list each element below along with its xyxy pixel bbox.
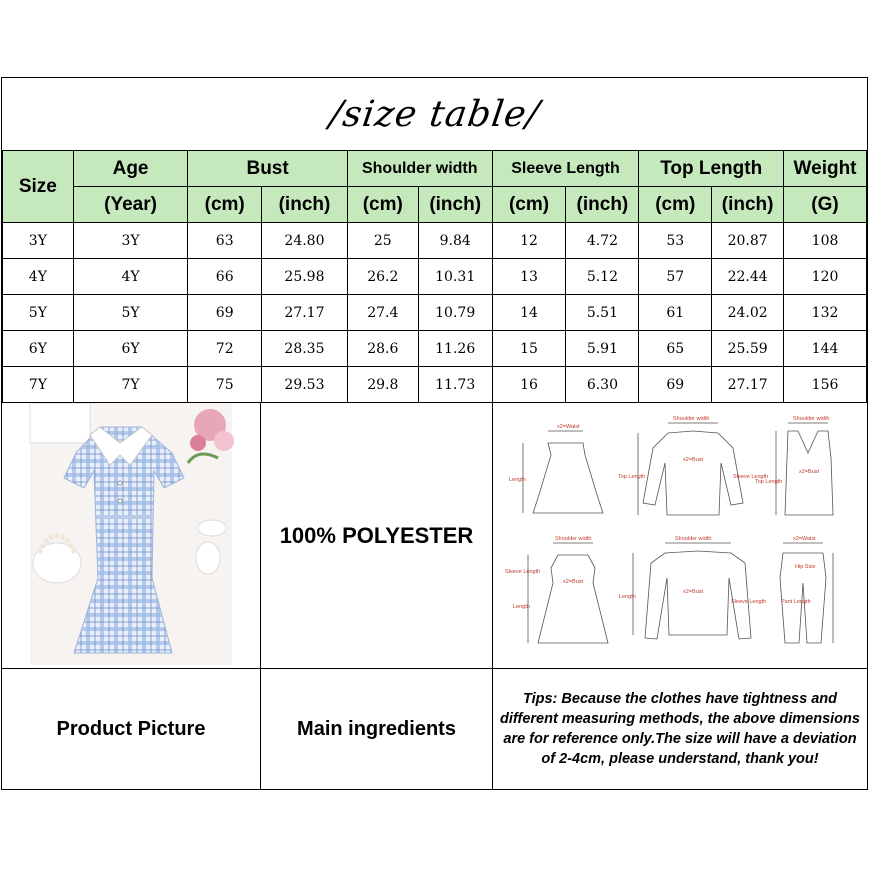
header-age: Age [73, 151, 188, 187]
cell-sleeve-inch: 5.51 [566, 295, 639, 331]
diagram-label-bust-sweater: x2=Bust [683, 589, 704, 595]
header-shoulder-width: Shoulder width [347, 151, 492, 187]
cell-top-inch: 22.44 [712, 259, 784, 295]
cell-shoulder-cm: 25 [347, 223, 418, 259]
diagram-label-bust-vest: x2=Bust [799, 469, 820, 475]
header-unit-inch: (inch) [262, 187, 348, 223]
diagram-label-top-length-vest: Top Length [755, 479, 783, 485]
cell-shoulder-inch: 9.84 [418, 223, 492, 259]
cell-shoulder-cm: 29.8 [347, 367, 418, 403]
header-weight: Weight [784, 151, 867, 187]
product-picture-label: Product Picture [56, 717, 206, 740]
diagram-label-waist-pants: x2=Waist [793, 536, 816, 542]
cell-top-inch: 24.02 [712, 295, 784, 331]
diagram-label-shoulder-vest: Shoulder width [793, 416, 830, 422]
table-row [3, 259, 867, 295]
cell-size: 6Y [3, 331, 74, 367]
product-photo [2, 403, 260, 668]
cell-age: 7Y [73, 367, 188, 403]
cell-sleeve-cm: 16 [492, 367, 566, 403]
diagram-label-bust-dress: x2=Bust [563, 579, 584, 585]
header-top-length: Top Length [639, 151, 784, 187]
main-ingredients-label: Main ingredients [297, 717, 456, 740]
header-bust: Bust [188, 151, 348, 187]
measurement-diagram-cell [493, 403, 867, 669]
cell-weight: 144 [784, 331, 867, 367]
table-row [3, 223, 867, 259]
header-unit-cm: (cm) [492, 187, 566, 223]
diagram-label-sleeve-jacket: Sleeve Length [733, 474, 769, 480]
cell-shoulder-inch: 10.31 [418, 259, 492, 295]
header-unit-inch: (inch) [712, 187, 784, 223]
cell-bust-cm: 63 [188, 223, 262, 259]
diagram-label-shoulder-jacket: Shoulder width [673, 416, 710, 422]
cell-sleeve-inch: 5.91 [566, 331, 639, 367]
measurement-diagram [493, 403, 865, 668]
header-unit-cm: (cm) [188, 187, 262, 223]
diagram-label-pant-length: Pant Length [781, 599, 811, 605]
size-table [2, 150, 867, 403]
diagram-label-hip-pants: Hip Size [795, 564, 816, 570]
cell-weight: 156 [784, 367, 867, 403]
cell-top-inch: 20.87 [712, 223, 784, 259]
cell-shoulder-cm: 26.2 [347, 259, 418, 295]
header-size: Size [3, 151, 74, 223]
header-unit-inch: (inch) [418, 187, 492, 223]
cell-shoulder-cm: 28.6 [347, 331, 418, 367]
cell-sleeve-cm: 14 [492, 295, 566, 331]
header-unit-cm: (cm) [639, 187, 712, 223]
cell-size: 4Y [3, 259, 74, 295]
main-ingredients-label-cell [261, 669, 493, 789]
size-table-body [3, 223, 867, 403]
size-chart-sheet [1, 77, 868, 790]
diagram-label-shoulder-dress: Shoulder width [555, 536, 592, 542]
cell-age: 4Y [73, 259, 188, 295]
diagram-label-length-skirt: Length [509, 477, 526, 483]
diagram-label-top-length-jacket: Top Length [618, 474, 646, 480]
table-row [3, 367, 867, 403]
diagram-label-bust-jacket: x2=Bust [683, 457, 704, 463]
cell-bust-cm: 69 [188, 295, 262, 331]
diagram-label-waist-skirt: x2=Waist [557, 424, 580, 430]
cell-shoulder-inch: 11.73 [418, 367, 492, 403]
cell-bust-cm: 75 [188, 367, 262, 403]
header-sleeve-length: Sleeve Length [492, 151, 639, 187]
cell-shoulder-inch: 11.26 [418, 331, 492, 367]
cell-sleeve-cm: 15 [492, 331, 566, 367]
product-picture-label-cell [2, 669, 261, 789]
table-row [3, 331, 867, 367]
cell-weight: 132 [784, 295, 867, 331]
diagram-label-length-dress: Length [513, 604, 530, 610]
header-age-unit: (Year) [73, 187, 188, 223]
diagram-label-shoulder-sweater: Shoulder width [675, 536, 712, 542]
cell-bust-inch: 29.53 [262, 367, 348, 403]
cell-top-cm: 65 [639, 331, 712, 367]
header-weight-unit: (G) [784, 187, 867, 223]
cell-bust-inch: 28.35 [262, 331, 348, 367]
diagram-label-length-sweater: Length [619, 594, 636, 600]
cell-sleeve-cm: 12 [492, 223, 566, 259]
diagram-label-sleeve-sweater: Sleeve Length [731, 599, 767, 605]
cell-top-inch: 27.17 [712, 367, 784, 403]
cell-age: 5Y [73, 295, 188, 331]
cell-bust-inch: 27.17 [262, 295, 348, 331]
title-row [2, 78, 867, 151]
product-info-section [2, 403, 867, 789]
cell-sleeve-inch: 4.72 [566, 223, 639, 259]
header-unit-inch: (inch) [566, 187, 639, 223]
cell-bust-cm: 72 [188, 331, 262, 367]
cell-top-inch: 25.59 [712, 331, 784, 367]
cell-shoulder-cm: 27.4 [347, 295, 418, 331]
cell-top-cm: 61 [639, 295, 712, 331]
cell-weight: 120 [784, 259, 867, 295]
cell-bust-inch: 25.98 [262, 259, 348, 295]
cell-top-cm: 69 [639, 367, 712, 403]
cell-bust-inch: 24.80 [262, 223, 348, 259]
cell-size: 5Y [3, 295, 74, 331]
table-row [3, 295, 867, 331]
material-cell [261, 403, 493, 669]
material-text: 100% POLYESTER [279, 522, 474, 548]
cell-age: 3Y [73, 223, 188, 259]
cell-weight: 108 [784, 223, 867, 259]
cell-sleeve-inch: 6.30 [566, 367, 639, 403]
cell-size: 3Y [3, 223, 74, 259]
cell-age: 6Y [73, 331, 188, 367]
diagram-label-sleeve-dress: Sleeve Length [505, 569, 541, 575]
cell-sleeve-cm: 13 [492, 259, 566, 295]
tips-cell [493, 669, 867, 789]
size-table-title: /size table/ [326, 93, 543, 135]
cell-bust-cm: 66 [188, 259, 262, 295]
cell-sleeve-inch: 5.12 [566, 259, 639, 295]
product-image-cell [2, 403, 261, 669]
cell-top-cm: 57 [639, 259, 712, 295]
cell-size: 7Y [3, 367, 74, 403]
cell-top-cm: 53 [639, 223, 712, 259]
header-unit-cm: (cm) [347, 187, 418, 223]
tips-text: Tips: Because the clothes have tightness and different measuring methods, the above dimensions are for reference only.The size will have a deviation of 2-4cm, please understand, thank you! [500, 691, 860, 767]
cell-shoulder-inch: 10.79 [418, 295, 492, 331]
